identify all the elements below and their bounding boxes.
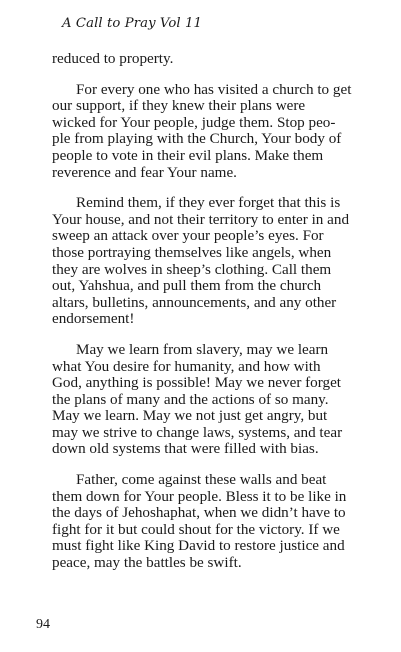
paragraph-1: reduced to property. <box>52 50 174 67</box>
paragraph-2: For every one who has visited a church to get our support, if they knew their plans were wicked for Your people, judge them. Stop peo-ple from playing with the Church, Your body of people to vote in their evil plans. Make them reverence and fear Your name. <box>52 80 352 181</box>
running-header: A Call to Pray Vol 11 <box>62 16 202 31</box>
page-number: 94 <box>36 617 50 632</box>
paragraph-5: Father, come against these walls and beat them down for Your people. Bless it to be like in the days of Jehoshaphat, when we didn’t have to fight for it but could shout for the victory. If we must fight like King David to restore justice and peace, may the battles be swift. <box>52 471 347 572</box>
body-text <box>52 51 352 586</box>
paragraph-3: Remind them, if they ever forget that this is Your house, and not their territory to enter in and sweep an attack over your people’s eyes. For those portraying themselves like angels, when they are wolves in sheep’s clothing. Call them out, Yahshua, and pull them from the church altars, bulletins, announcements, and any other endorsement! <box>52 194 350 328</box>
paragraph-4: May we learn from slavery, may we learn what You desire for humanity, and how with God, anything is possible! May we never forget the plans of many and the actions of so many. May we learn. May we not just get angry, but may we strive to change laws, systems, and tear down old systems that were filled with bias. <box>52 340 343 458</box>
